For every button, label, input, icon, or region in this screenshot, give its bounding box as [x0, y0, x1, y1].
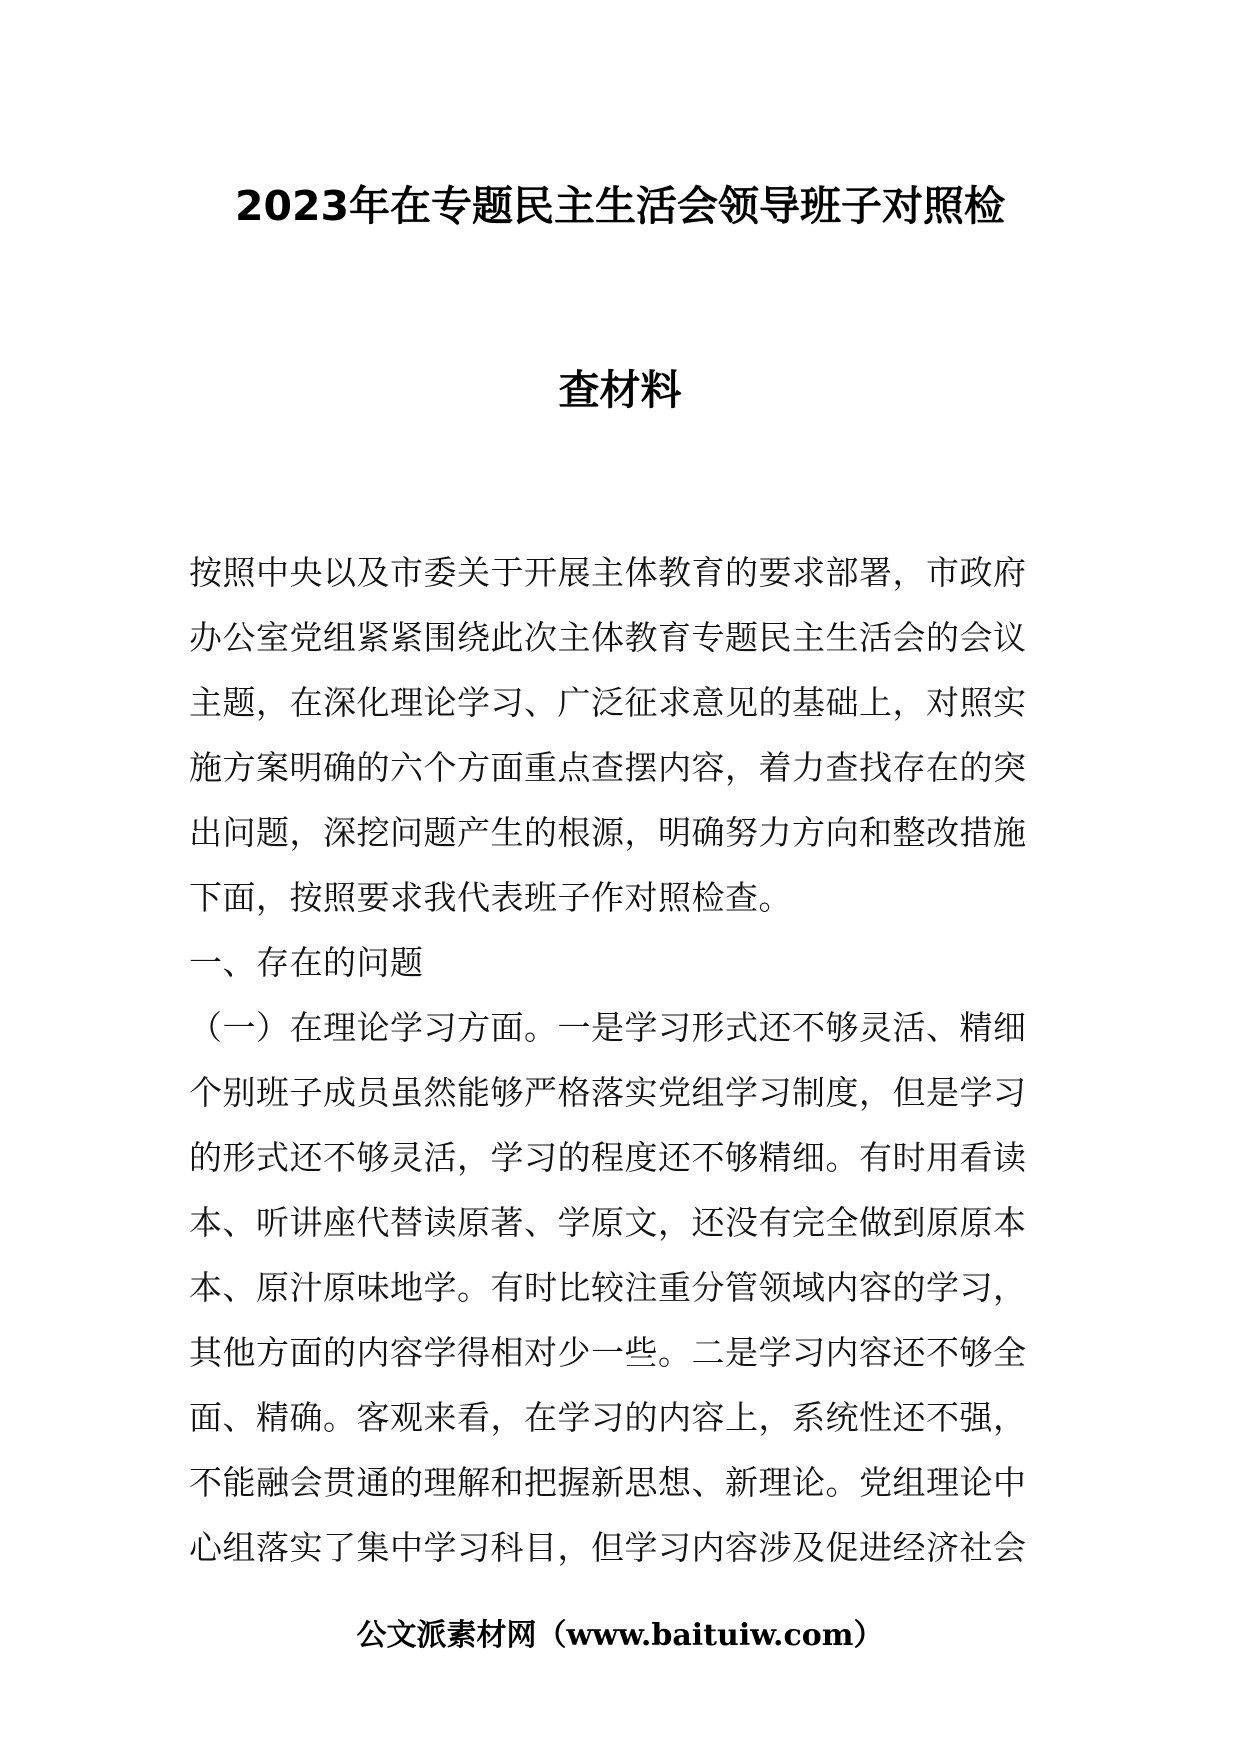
- body-line: 的形式还不够灵活，学习的程度还不够精细。有时用看读: [189, 1138, 1027, 1177]
- body-line: 个别班子成员虽然能够严格落实党组学习制度，但是学习: [189, 1073, 1027, 1112]
- body-line: 其他方面的内容学得相对少一些。二是学习内容还不够全: [189, 1333, 1027, 1372]
- body-line: 施方案明确的六个方面重点查摆内容，着力查找存在的突: [189, 748, 1027, 787]
- body-line: 面、精确。客观来看，在学习的内容上，系统性还不强，: [189, 1398, 1027, 1437]
- body-line: 主题，在深化理论学习、广泛征求意见的基础上，对照实: [189, 683, 1027, 722]
- document-title-line-1: 2023年在专题民主生活会领导班子对照检: [234, 182, 1006, 230]
- document-title-line-2: 查材料: [558, 366, 682, 414]
- body-line: 本、原汁原味地学。有时比较注重分管领域内容的学习，: [189, 1268, 1027, 1307]
- body-line: 出问题，深挖问题产生的根源，明确努力方向和整改措施: [189, 813, 1027, 852]
- body-line: 不能融会贯通的理解和把握新思想、新理论。党组理论中: [189, 1463, 1027, 1502]
- body-line: 按照中央以及市委关于开展主体教育的要求部署，市政府: [189, 553, 1027, 592]
- section-heading: 一、存在的问题: [189, 943, 424, 982]
- body-line: 下面，按照要求我代表班子作对照检查。: [189, 878, 792, 917]
- body-line: （一）在理论学习方面。一是学习形式还不够灵活、精细: [189, 1008, 1027, 1047]
- document-body: [189, 540, 1051, 1580]
- body-line: 心组落实了集中学习科目，但学习内容涉及促进经济社会: [189, 1528, 1027, 1567]
- body-line: 本、听讲座代替读原著、学原文，还没有完全做到原原本: [189, 1203, 1027, 1242]
- footer-source: 公文派素材网（www.baituiw.com）: [356, 1618, 884, 1653]
- body-line: 办公室党组紧紧围绕此次主体教育专题民主生活会的会议: [189, 618, 1027, 657]
